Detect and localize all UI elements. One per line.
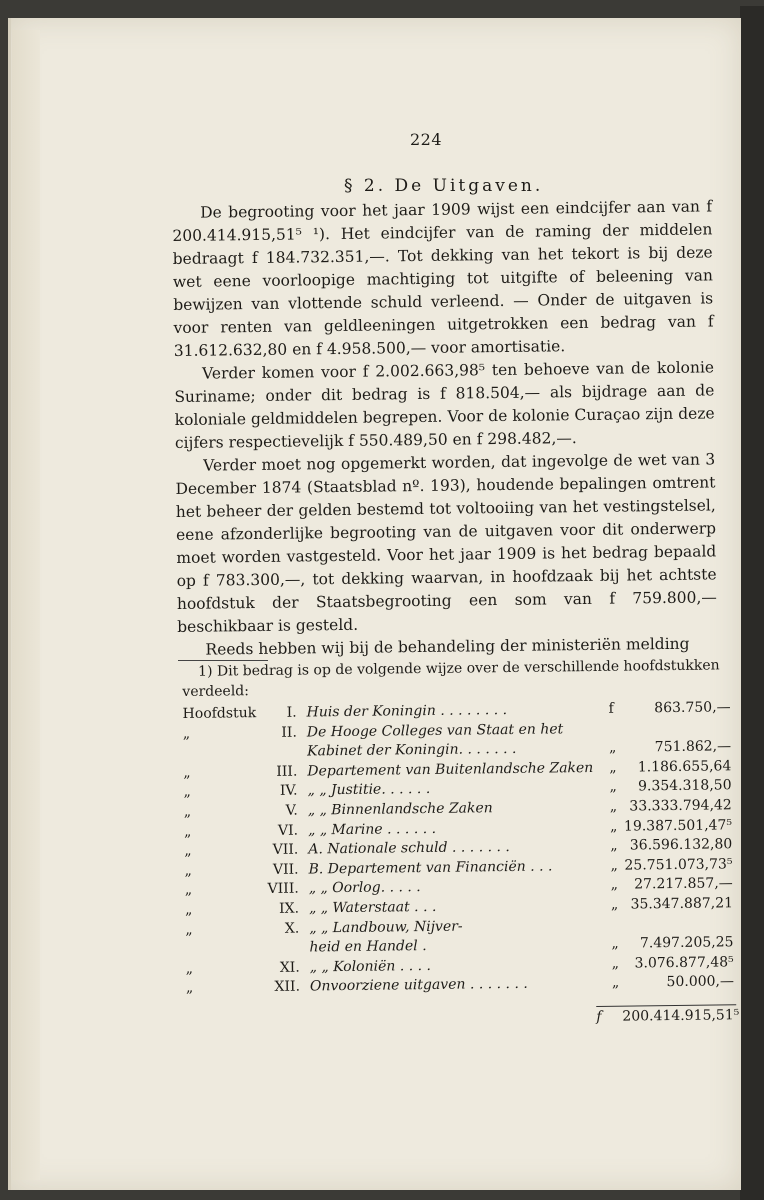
chapter-amount: 9.354.318,50 xyxy=(637,777,732,795)
chapter-number: V. xyxy=(285,802,298,819)
row-prefix: „ xyxy=(183,784,191,801)
chapter-name: De Hooge Colleges van Staat en het xyxy=(306,720,564,741)
currency-mark: „ xyxy=(611,955,620,972)
currency-mark: „ xyxy=(608,739,617,756)
currency-mark: „ xyxy=(609,798,618,815)
chapter-amount: 7.497.205,25 xyxy=(639,934,734,952)
row-prefix: „ xyxy=(185,980,194,997)
paragraph: Verder komen voor f 2.002.663,98⁵ ten behoeve van de kolonie Suriname; onder dit bedrag is f 818.504,— als bijdrage aan de koloniale geldmiddelen begrepen. Voor de kolonie Curaçao zijn deze cijfers respectievelijk f 550.489,50 en f 298.482,—. xyxy=(174,358,715,452)
row-prefix: „ xyxy=(184,882,193,899)
chapter-amount: 751.862,— xyxy=(654,738,732,756)
chapter-amount: 863.750,— xyxy=(654,699,731,717)
footnote xyxy=(182,655,741,1028)
row-prefix xyxy=(185,940,253,941)
currency-mark: „ xyxy=(609,779,617,796)
chapter-number: VI. xyxy=(277,822,299,839)
chapter-number: X. xyxy=(284,920,300,937)
chapter-number: XI. xyxy=(279,959,300,976)
total-currency: f xyxy=(596,1008,602,1025)
chapter-amount xyxy=(621,915,733,916)
row-prefix: „ xyxy=(183,764,191,781)
total-row xyxy=(186,999,741,1028)
row-prefix: „ xyxy=(182,725,191,742)
footnote-intro-cont: verdeeld: xyxy=(182,683,250,700)
chapter-amount: 33.333.794,42 xyxy=(629,797,732,815)
chapter-name: „ „ Justitie. . . . . . xyxy=(307,781,431,799)
chapter-amount xyxy=(619,719,731,720)
currency-mark: „ xyxy=(610,877,619,894)
currency-mark: „ xyxy=(611,935,619,952)
chapter-name: Onvoorziene uitgaven . . . . . . . xyxy=(309,976,528,995)
chapter-name: „ „ Waterstaat . . . xyxy=(308,898,437,917)
chapter-amount: 36.596.132,80 xyxy=(629,836,733,854)
row-prefix: „ xyxy=(185,960,194,977)
chapter-name: Kabinet der Koningin. . . . . . . xyxy=(307,741,517,760)
chapter-amount: 19.387.501,47⁵ xyxy=(623,816,733,835)
chapter-amount: 50.000,— xyxy=(666,973,735,991)
chapter-amount: 25.751.073,73⁵ xyxy=(624,856,733,874)
chapter-number: XII. xyxy=(274,978,301,996)
book-edge xyxy=(740,6,764,1200)
body-text xyxy=(172,195,718,662)
row-prefix: „ xyxy=(183,823,192,840)
currency-mark: f xyxy=(608,700,614,717)
page-number: 224 xyxy=(410,130,443,149)
footnote-intro: 1) Dit bedrag is op de volgende wijze over de verschillende hoofdstukken xyxy=(198,657,720,680)
row-prefix: „ xyxy=(184,862,192,879)
currency-mark: „ xyxy=(610,857,618,874)
chapter-name: Huis der Koningin . . . . . . . . xyxy=(306,702,508,721)
chapter-name: „ „ Landbouw, Nijver- xyxy=(309,918,463,936)
chapter-number: IX. xyxy=(278,900,300,917)
chapter-amount: 3.076.877,48⁵ xyxy=(634,954,734,972)
currency-mark: „ xyxy=(610,896,619,913)
currency-mark: „ xyxy=(611,974,620,992)
row-prefix: Hoofdstuk xyxy=(182,705,257,722)
chapter-name: „ „ Marine . . . . . . xyxy=(307,820,437,839)
chapter-amount: 27.217.857,— xyxy=(634,875,733,893)
paragraph: Reeds hebben wij bij de behandeling der ministeriën melding xyxy=(205,634,690,659)
chapter-number: II. xyxy=(281,724,297,741)
chapter-number: VII. xyxy=(272,861,299,878)
page-gutter xyxy=(12,30,40,1180)
row-prefix: „ xyxy=(183,803,192,820)
footnote-table xyxy=(183,699,742,1000)
chapter-amount: 1.186.655,64 xyxy=(637,758,732,776)
row-prefix: „ xyxy=(185,921,193,938)
chapter-name: „ „ Binnenlandsche Zaken xyxy=(307,800,493,819)
chapter-number: III. xyxy=(276,763,298,780)
chapter-number: VIII. xyxy=(267,880,299,898)
chapter-number: I. xyxy=(286,704,297,721)
chapter-amount: 35.347.887,21 xyxy=(630,895,734,913)
chapter-number xyxy=(253,744,303,745)
currency-mark: „ xyxy=(610,837,618,854)
total-amount: 200.414.915,51⁵ xyxy=(622,1007,740,1025)
chapter-number xyxy=(255,940,305,941)
chapter-name: „ „ Oorlog. . . . . xyxy=(308,879,421,897)
currency-mark: „ xyxy=(609,818,618,835)
row-prefix xyxy=(183,744,251,745)
chapter-name: Departement van Buitenlandsche Zaken xyxy=(307,759,594,780)
chapter-name: „ „ Koloniën . . . . xyxy=(309,957,432,976)
row-prefix: „ xyxy=(184,843,192,860)
chapter-name: heid en Handel . xyxy=(309,938,427,956)
paragraph: Verder moet nog opgemerkt worden, dat ingevolge de wet van 3 December 1874 (Staatsblad nº. 193), houdende bepalingen omtrent het beheer der gelden bestemd tot voltooiing van het vestingstelsel, eene afzonderlijke begrooting van de uitgaven voor dit onderwerp moet worden vastgesteld. Voor het jaar 1909 is het bedrag bepaald op f 783.300,—, tot dekking waarvan, in hoofdzaak bij het achtste hoofdstuk der Staatsbegrooting een som van f 759.800,— beschikbaar is gesteld. xyxy=(175,450,717,636)
paragraph: De begrooting voor het jaar 1909 wijst een eindcijfer aan van f 200.414.915,51⁵ ¹). Het eindcijfer van de raming der middelen bedraagt f 184.732.351,—. Tot dekking van het tekort is bij deze wet eene voorloopige machtiging tot uitgifte of beleening van bewijzen van vlottende schuld verleend. — Onder de uitgaven is voor renten van geldleeningen uitgetrokken een bedrag van f 31.612.632,80 en f 4.958.500,— voor amortisatie. xyxy=(172,197,714,360)
row-prefix: „ xyxy=(184,901,193,918)
chapter-number: IV. xyxy=(279,782,298,800)
chapter-name: B. Departement van Financiën . . . xyxy=(308,858,553,878)
chapter-name: A. Nationale schuld . . . . . . . xyxy=(308,839,510,858)
currency-mark: „ xyxy=(609,759,617,776)
chapter-number: VII. xyxy=(272,841,299,859)
section-heading: § 2. De Uitgaven. xyxy=(344,176,544,196)
